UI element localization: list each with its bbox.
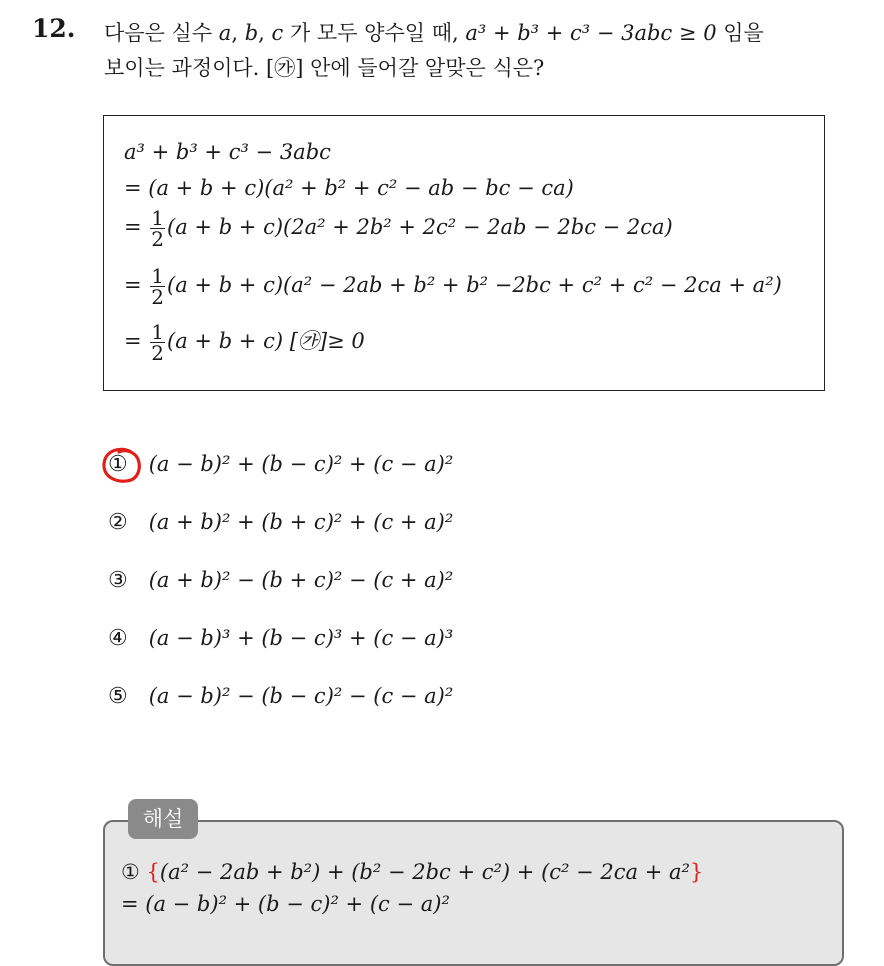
choice-1[interactable]: ① (a − b)² + (b − c)² + (c − a)² bbox=[108, 452, 568, 488]
choice-5[interactable]: ⑤ (a − b)² − (b − c)² − (c − a)² bbox=[108, 684, 454, 709]
brace-open: { bbox=[146, 860, 160, 884]
derivation-line-3: = $\frac{1}{2}$ (a + b + c)(2a² + 2b² + 2c² − 2ab − 2bc − 2ca) bbox=[124, 206, 673, 251]
question-line2-1: 보이는 과정이다. bbox=[104, 56, 260, 80]
blank-label: [㉮] bbox=[266, 56, 304, 80]
derivation-line-4: = $\frac{1}{2}$ (a + b + c)(a² − 2ab + b² + b² −2bc + c² + c² − 2ca + a²) bbox=[124, 264, 782, 309]
choice-expr: (a − b)² + (b − c)² + (c − a)² bbox=[148, 452, 454, 476]
choice-4[interactable]: ④ (a − b)³ + (b − c)³ + (c − a)³ bbox=[108, 626, 454, 651]
solution-box bbox=[103, 820, 844, 966]
solution-tab: 해설 bbox=[128, 799, 198, 839]
choice-expr: (a − b)² − (b − c)² − (c − a)² bbox=[148, 684, 454, 708]
var-b: b bbox=[244, 21, 259, 45]
fraction-half: $\frac{1}{2}$ bbox=[151, 206, 165, 251]
derivation-line-1: a³ + b³ + c³ − 3abc bbox=[124, 140, 331, 164]
red-circle-mark-icon bbox=[101, 446, 143, 486]
choice-expr: (a + b)² + (b + c)² + (c + a)² bbox=[148, 510, 454, 534]
question-intro-1: 다음은 실수 bbox=[104, 21, 213, 45]
solution-line-2: = (a − b)² + (b − c)² + (c − a)² bbox=[121, 892, 450, 916]
choice-expr: (a + b)² − (b + c)² − (c + a)² bbox=[148, 568, 454, 592]
question-inequality: a³ + b³ + c³ − 3abc ≥ 0 bbox=[465, 21, 717, 45]
question-intro-3: 임을 bbox=[723, 21, 764, 45]
var-c: c bbox=[271, 21, 284, 45]
fraction-half: $\frac{1}{2}$ bbox=[151, 264, 165, 309]
brace-close: } bbox=[689, 860, 704, 884]
derivation-line-2: = (a + b + c)(a² + b² + c² − ab − bc − ca) bbox=[124, 176, 574, 200]
derivation-line-5: = $\frac{1}{2}$ (a + b + c) [㉮]≥ 0 bbox=[124, 320, 365, 365]
choice-3[interactable]: ③ (a + b)² − (b + c)² − (c + a)² bbox=[108, 568, 454, 593]
derivation-box bbox=[103, 115, 825, 391]
question-line2-2: 안에 들어갈 알맞은 식은? bbox=[310, 56, 545, 80]
question-text: 다음은 실수 a, b, c 가 모두 양수일 때, a³ + b³ + c³ − 3abc ≥ 0 임을 보이는 과정이다. [㉮] 안에 들어갈 알맞은 식은? bbox=[104, 21, 764, 80]
var-a: a bbox=[218, 21, 232, 45]
fraction-half: $\frac{1}{2}$ bbox=[151, 320, 165, 365]
solution-line-1: ① {(a² − 2ab + b²) + (b² − 2bc + c²) + (c² − 2ca + a²} bbox=[121, 860, 704, 884]
question-number: 12. bbox=[32, 14, 76, 43]
question-intro-2: 가 모두 양수일 때, bbox=[289, 21, 459, 45]
choice-2[interactable]: ② (a + b)² + (b + c)² + (c + a)² bbox=[108, 510, 454, 535]
choice-expr: (a − b)³ + (b − c)³ + (c − a)³ bbox=[148, 626, 454, 650]
